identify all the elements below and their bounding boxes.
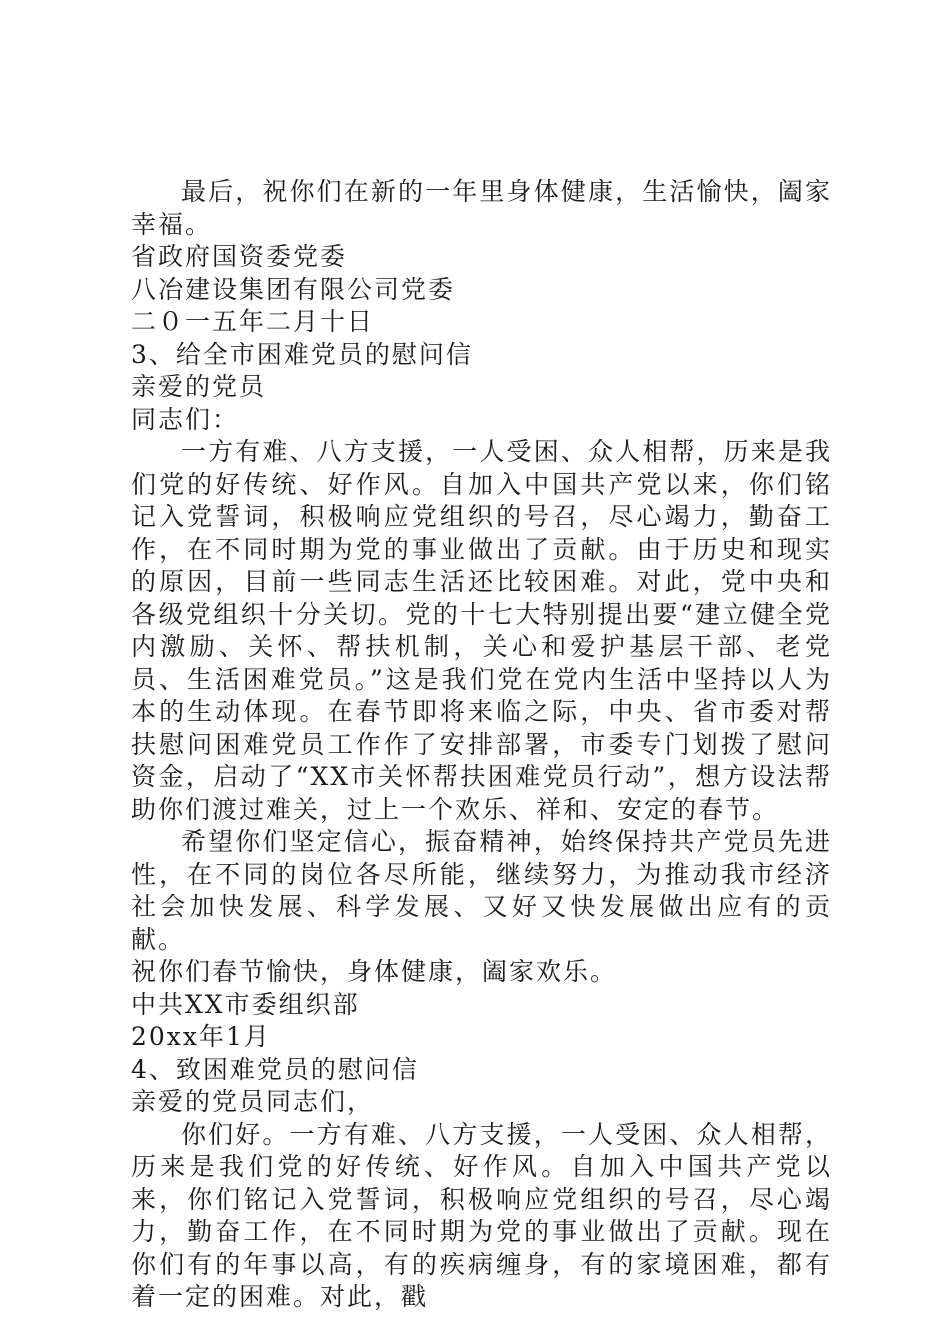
- wishes-line: 祝你们春节愉快，身体健康，阖家欢乐。: [131, 957, 618, 986]
- salutation-line-2: 同志们：: [131, 404, 240, 434]
- body-paragraph-2: 希望你们坚定信心，振奋精神，始终保持共产党员先进性，在不同的岗位各尽所能，继续努力，为推动我市经济社会加快发展、科学发展、又好又快发展做出应有的贡献。: [131, 827, 832, 954]
- signature-line-1: 省政府国资委党委: [131, 242, 348, 271]
- section-heading-3: 3、给全市困难党员的慰问信: [131, 339, 473, 369]
- signature-line-3: 中共XX市委组织部: [131, 989, 360, 1019]
- closing-wishes-paragraph: 最后，祝你们在新的一年里身体健康，生活愉快，阖家幸福。: [131, 177, 832, 239]
- document-body: [131, 176, 832, 1314]
- date-line-2: 20xx年1月: [131, 1022, 271, 1051]
- signature-line-2: 八冶建设集团有限公司党委: [131, 274, 456, 304]
- body-paragraph-1: 一方有难、八方支援，一人受困、众人相帮，历来是我们党的好传统、好作风。自加入中国共产党以来，你们铭记入党誓词，积极响应党组织的号召，尽心竭力，勤奋工作，在不同时期为党的事业做出了贡献。由于历史和现实的原因，目前一些同志生活还比较困难。对此，党中央和各级党组织十分关切。党的十七大特别提出要“建立健全党内激励、关怀、帮扶机制，关心和爱护基层干部、老党员、生活困难党员。”这是我们党在党内生活中坚持以人为本的生动体现。在春节即将来临之际，中央、省市委对帮扶慰问困难党员工作作了安排部署，市委专门划拨了慰问资金，启动了“XX市关怀帮扶困难党员行动”，想方设法帮助你们渡过难关，过上一个欢乐、祥和、安定的春节。: [131, 437, 832, 824]
- date-line: 二０一五年二月十日: [131, 307, 375, 336]
- section-heading-4: 4、致困难党员的慰问信: [131, 1054, 419, 1084]
- body-paragraph-3: 你们好。一方有难、八方支援，一人受困、众人相帮，历来是我们党的好传统、好作风。自加入中国共产党以来，你们铭记入党誓词，积极响应党组织的号召，尽心竭力，勤奋工作，在不同时期为党的事业做出了贡献。现在你们有的年事以高，有的疾病缠身，有的家境困难，都有着一定的困难。对此，戳: [131, 1119, 832, 1311]
- salutation-line-3: 亲爱的党员同志们，: [131, 1087, 375, 1116]
- salutation-line-1: 亲爱的党员: [131, 372, 267, 401]
